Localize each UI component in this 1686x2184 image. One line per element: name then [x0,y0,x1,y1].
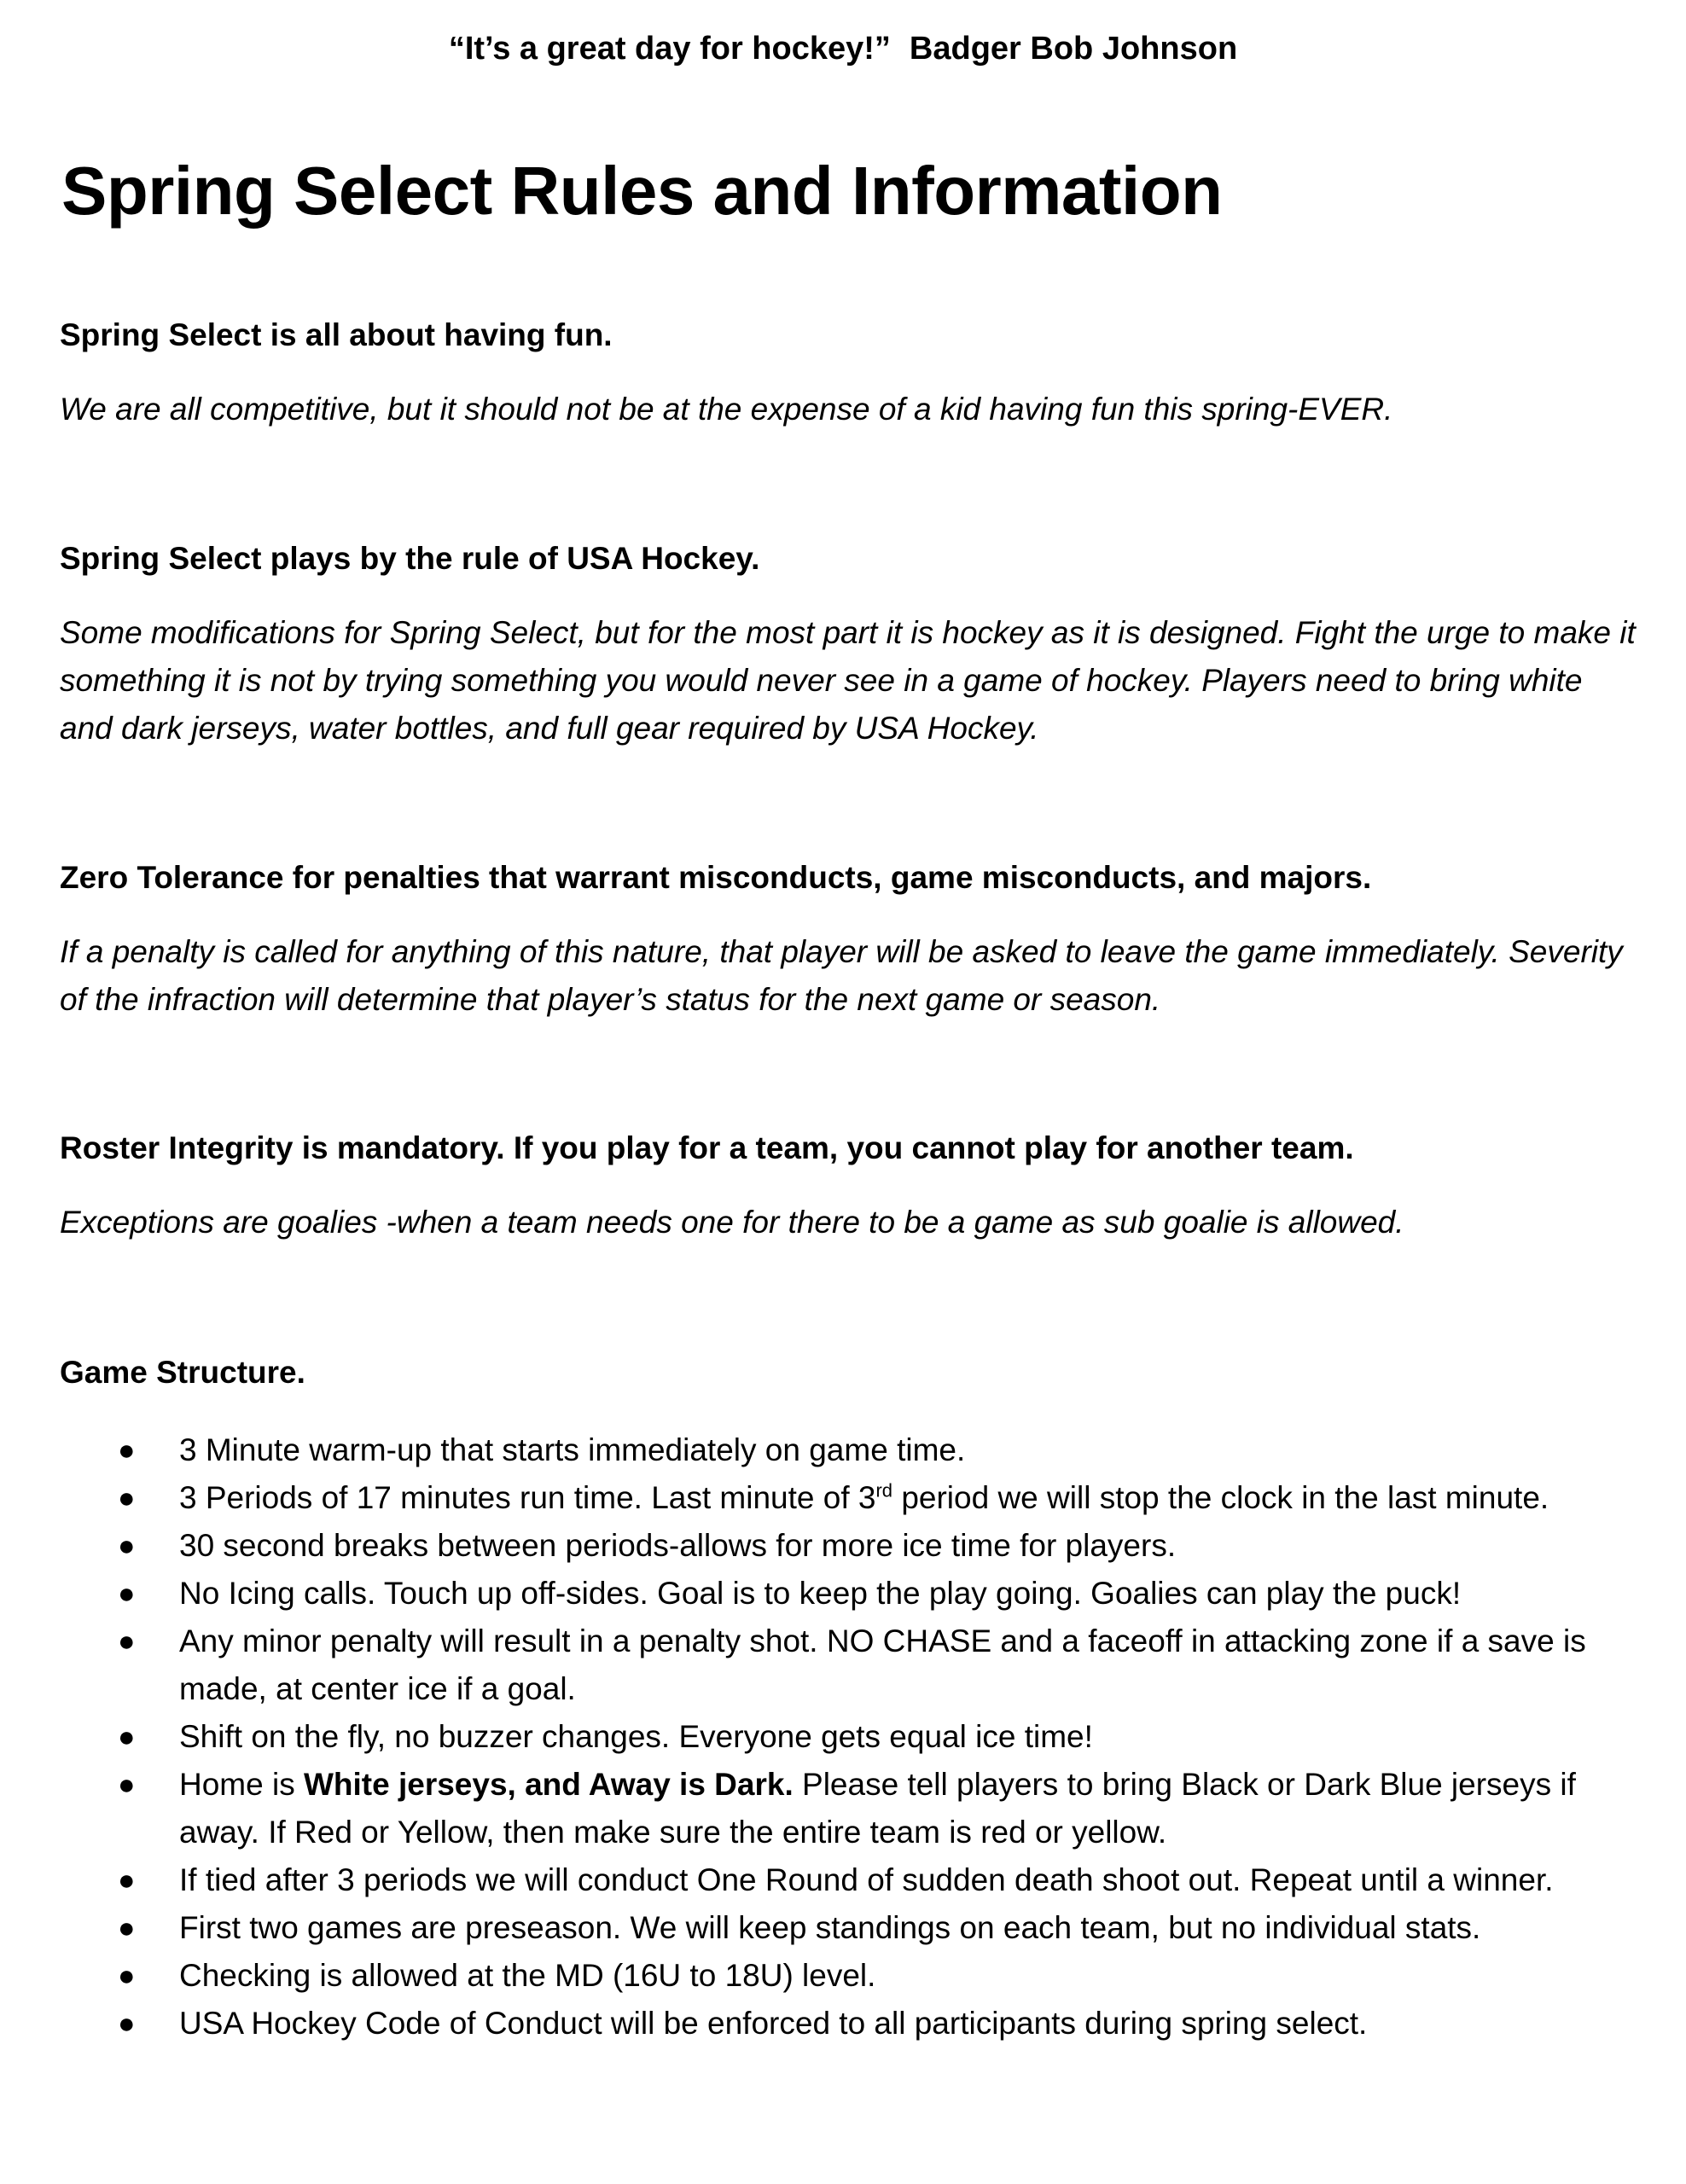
bullet-icon: ● [118,1434,136,1467]
rule-text-part: period we will stop the clock in the last minute. [892,1480,1549,1515]
rule-text: Shift on the fly, no buzzer changes. Everyone gets equal ice time! [179,1719,1093,1754]
quote-author: Badger Bob Johnson [909,31,1238,67]
list-item [0,1570,1686,1618]
section-heading-game-structure: Game Structure. [60,1355,305,1390]
bullet-icon: ● [118,1721,136,1753]
list-item [0,2000,1686,2048]
bullet-icon: ● [118,1864,136,1896]
section-body-fun: We are all competitive, but it should not be at the expense of a kid having fun this spring-EVER. [60,392,1393,427]
list-item [0,1426,1686,1474]
rule-text: If tied after 3 periods we will conduct One Round of sudden death shoot out. Repeat until a winner. [179,1862,1554,1897]
list-item [0,1856,1686,1904]
section-heading-fun: Spring Select is all about having fun. [60,317,613,352]
rule-text: Checking is allowed at the MD (16U to 18U) level. [179,1958,876,1993]
rule-text-part: 3 Periods of 17 minutes run time. Last minute of 3 [179,1480,876,1515]
list-item [0,1904,1686,1952]
page-title: Spring Select Rules and Information [61,153,1223,229]
rule-text: USA Hockey Code of Conduct will be enforced to all participants during spring select. [179,2006,1368,2041]
list-item [0,1952,1686,2000]
section-heading-usa-hockey: Spring Select plays by the rule of USA Hockey. [60,541,760,576]
ordinal-superscript: rd [875,1479,893,1502]
section-body-zero-tolerance: If a penalty is called for anything of this nature, that player will be asked to leave the game immediately. Severity of the infraction will determine that player’s status for the next game or season. [60,934,1623,1017]
bullet-icon: ● [118,1482,136,1514]
bullet-icon: ● [118,1769,136,1801]
rule-text: First two games are preseason. We will keep standings on each team, but no individual stats. [179,1910,1481,1945]
rule-text: Any minor penalty will result in a penalty shot. NO CHASE and a faceoff in attacking zone if a save is made, at center ice if a goal. [179,1623,1586,1706]
section-heading-zero-tolerance: Zero Tolerance for penalties that warrant misconducts, game misconducts, and majors. [60,860,1372,895]
game-structure-list [0,1426,1686,2048]
list-item [0,1522,1686,1570]
rule-text-bold: White jerseys, and Away is Dark. [303,1767,794,1802]
list-item [0,1713,1686,1761]
bullet-icon: ● [118,1530,136,1562]
list-item [0,1474,1686,1522]
list-item [0,1761,1686,1856]
rule-text: No Icing calls. Touch up off-sides. Goal is to keep the play going. Goalies can play the puck! [179,1576,1462,1611]
bullet-icon: ● [118,1577,136,1610]
section-heading-roster-integrity: Roster Integrity is mandatory. If you play for a team, you cannot play for another team. [60,1130,1354,1165]
rule-text-part: Home is [179,1767,304,1802]
quote-text: “It’s a great day for hockey!” [448,31,891,67]
bullet-icon: ● [118,1625,136,1658]
rule-text: 3 Minute warm-up that starts immediately on game time. [179,1432,966,1467]
bullet-icon: ● [118,1960,136,1992]
section-body-roster-integrity: Exceptions are goalies -when a team needs one for there to be a game as sub goalie is allowed. [60,1205,1404,1240]
rule-text: 30 second breaks between periods-allows for more ice time for players. [179,1528,1177,1563]
bullet-icon: ● [118,2007,136,2040]
list-item [0,1618,1686,1713]
rule-text-part: Please tell players to bring Black or Dark Blue jerseys if away. If Red or Yellow, then make sure the entire team is red or yellow. [179,1767,1576,1850]
section-body-usa-hockey: Some modifications for Spring Select, but for the most part it is hockey as it is designed. Fight the urge to make it something it is not by trying something you would never see in a game of hockey. Players need to bring white and dark jerseys, water bottles, and full gear required by USA Hockey. [60,615,1636,746]
header-quote [0,31,1686,67]
bullet-icon: ● [118,1912,136,1944]
